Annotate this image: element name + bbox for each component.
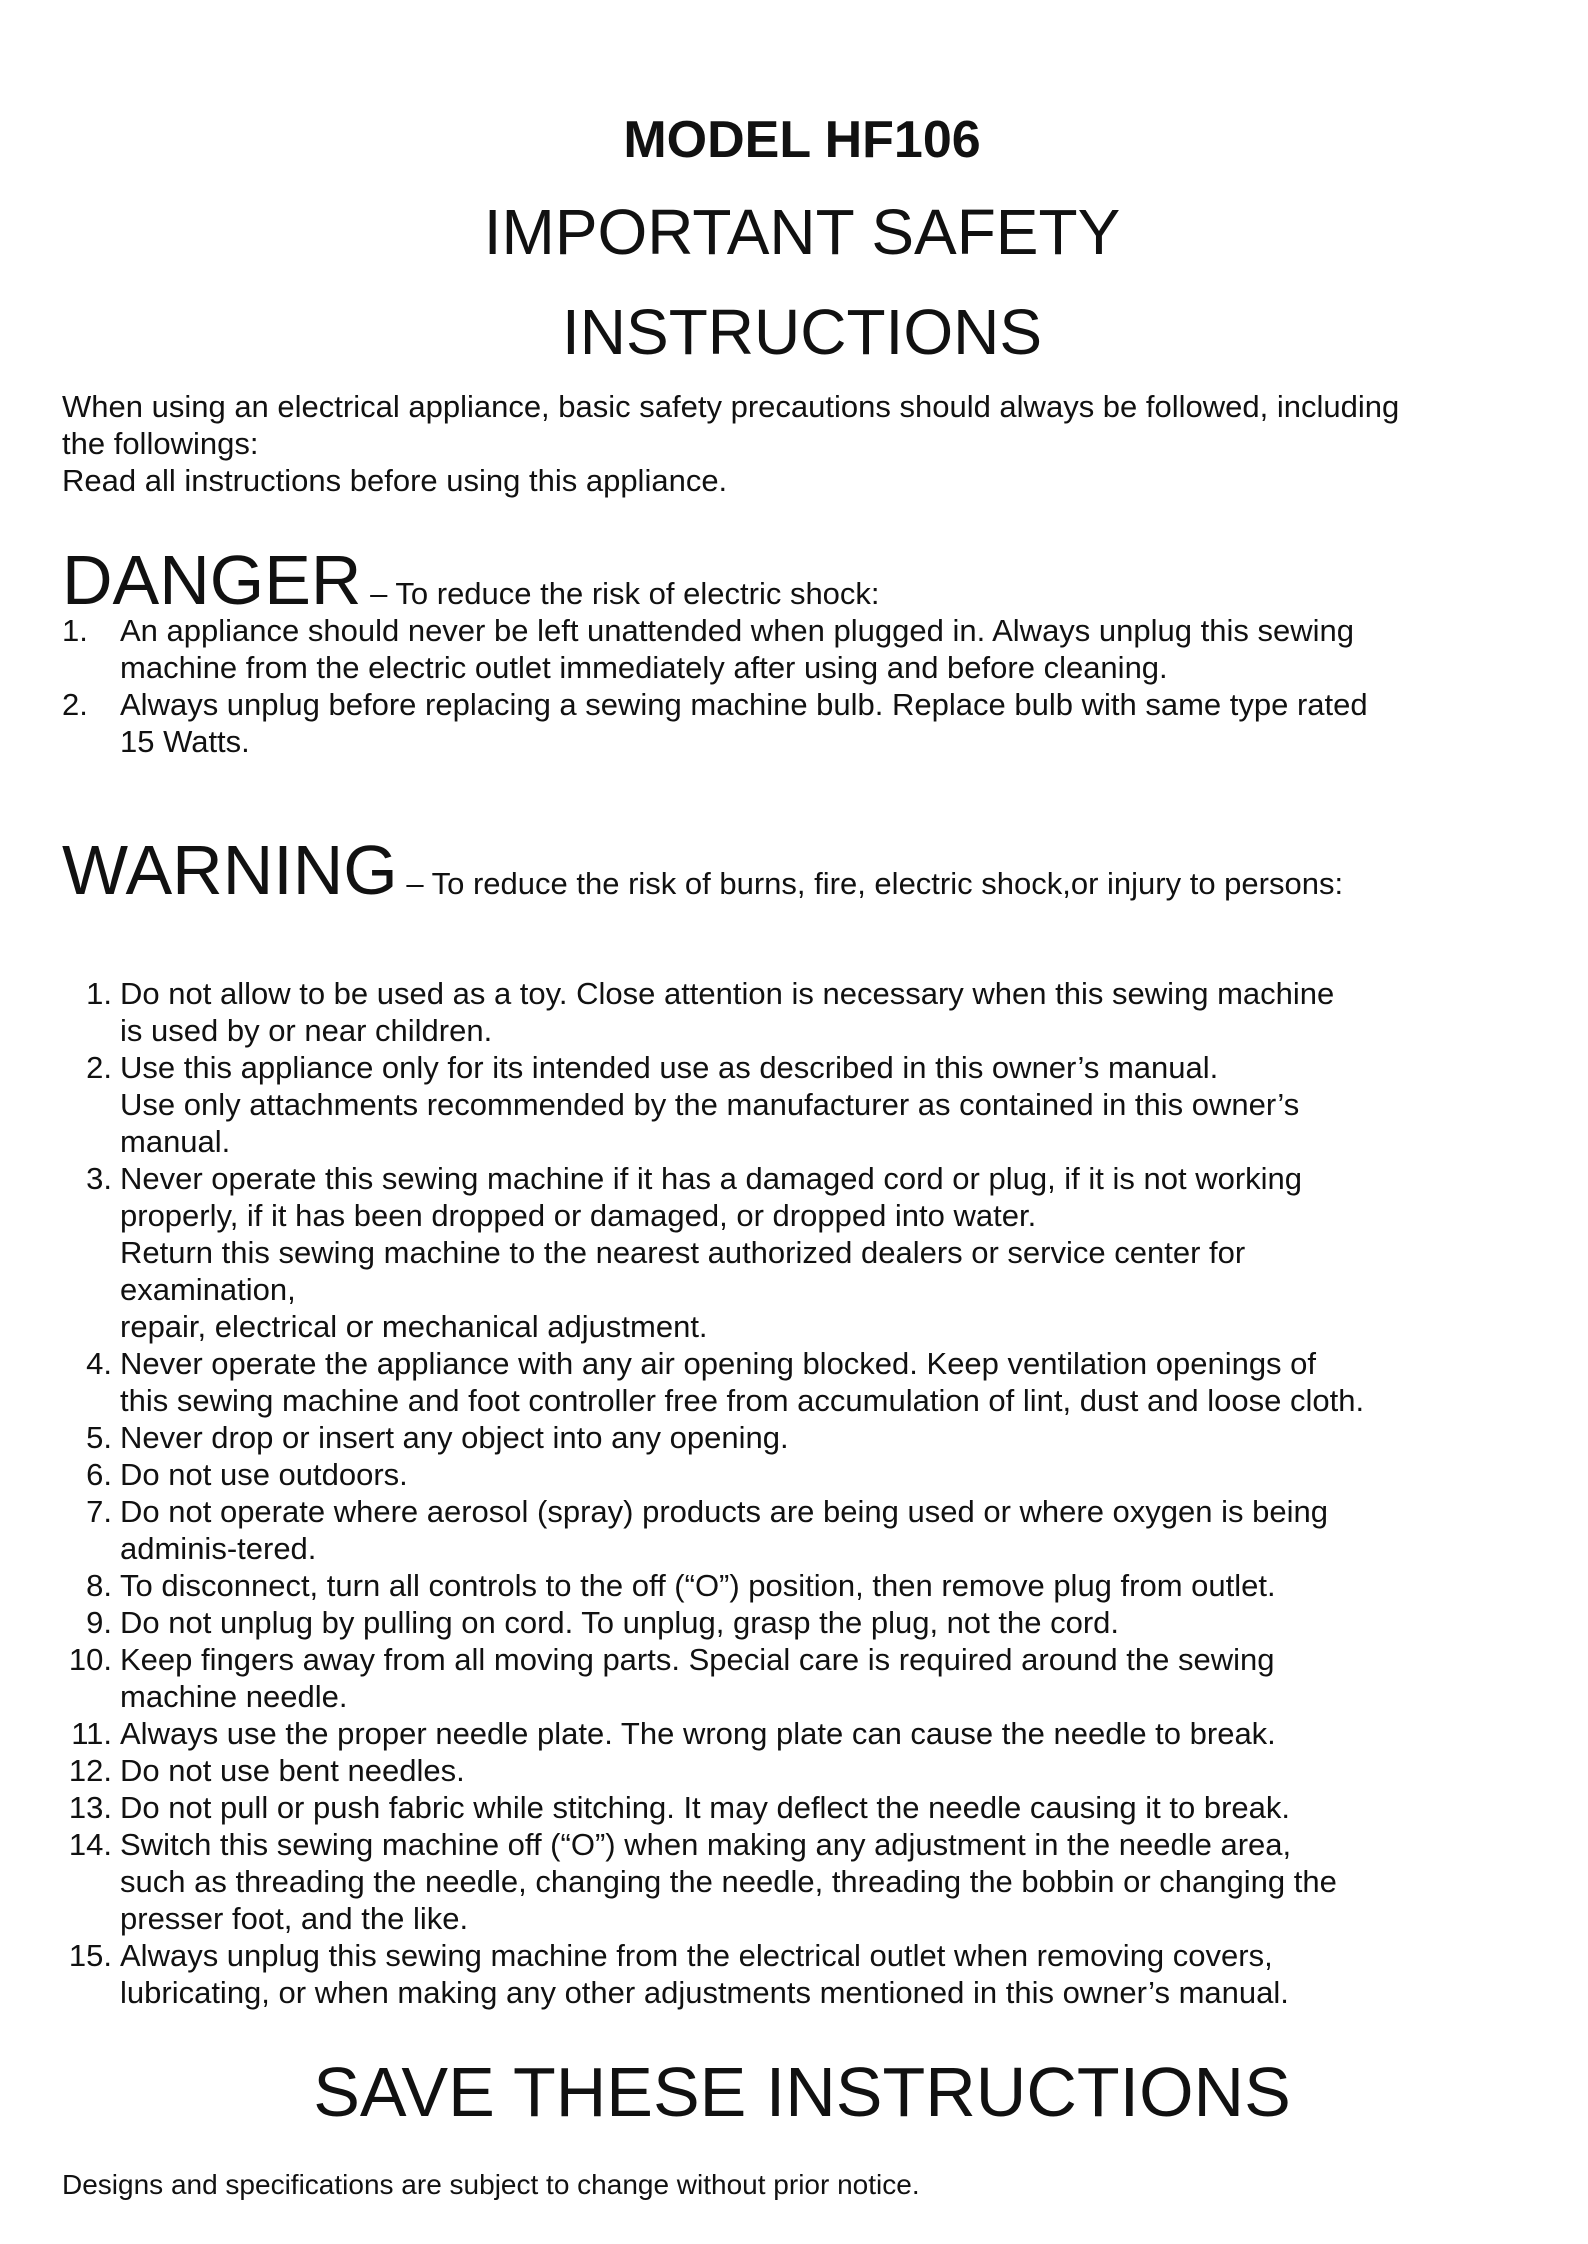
danger-item-line: 15 Watts. — [120, 724, 250, 759]
danger-subtitle: – To reduce the risk of electric shock: — [361, 576, 880, 611]
danger-item-line: machine from the electric outlet immediately after using and before cleaning. — [120, 650, 1168, 685]
warning-item-line: lubricating, or when making any other adjustments mentioned in this owner’s manual. — [120, 1975, 1289, 2010]
warning-item — [62, 1419, 1542, 1456]
warning-heading — [62, 830, 1542, 910]
warning-item-line: manual. — [120, 1124, 231, 1159]
warning-list — [62, 975, 1542, 2011]
warning-item — [62, 1493, 1542, 1567]
danger-item-number: 2. — [62, 687, 88, 722]
warning-item-line: To disconnect, turn all controls to the off (“O”) position, then remove plug from outlet. — [120, 1568, 1276, 1603]
warning-item-number: 2. — [86, 1050, 112, 1085]
warning-item-line: Never operate this sewing machine if it has a damaged cord or plug, if it is not working — [120, 1161, 1303, 1196]
warning-item-line: examination, — [120, 1272, 296, 1307]
warning-item-line: adminis-tered. — [120, 1531, 317, 1566]
intro-line: When using an electrical appliance, basic safety precautions should always be followed, including — [62, 389, 1400, 424]
danger-label: DANGER — [62, 541, 362, 619]
warning-item-line: Switch this sewing machine off (“O”) when making any adjustment in the needle area, — [120, 1827, 1292, 1862]
danger-heading — [62, 540, 1542, 620]
warning-item — [62, 1641, 1542, 1715]
warning-item-number: 7. — [86, 1494, 112, 1529]
warning-item-number: 3. — [86, 1161, 112, 1196]
warning-item-number: 13. — [68, 1790, 112, 1825]
warning-item-number: 9. — [86, 1605, 112, 1640]
warning-item-line: Do not use outdoors. — [120, 1457, 408, 1492]
warning-item-number: 4. — [86, 1346, 112, 1381]
warning-item-number: 15. — [68, 1938, 112, 1973]
warning-item-line: properly, if it has been dropped or damaged, or dropped into water. — [120, 1198, 1037, 1233]
warning-item-line: Do not unplug by pulling on cord. To unplug, grasp the plug, not the cord. — [120, 1605, 1120, 1640]
warning-item-number: 5. — [86, 1420, 112, 1455]
danger-item-line: Always unplug before replacing a sewing machine bulb. Replace bulb with same type rated — [120, 687, 1368, 722]
warning-item — [62, 1567, 1542, 1604]
warning-item-number: 8. — [86, 1568, 112, 1603]
warning-item-line: Always use the proper needle plate. The wrong plate can cause the needle to break. — [120, 1716, 1276, 1751]
page-title-line-2: INSTRUCTIONS — [562, 296, 1042, 368]
warning-label: WARNING — [62, 831, 398, 909]
warning-item-line: Do not pull or push fabric while stitching. It may deflect the needle causing it to break. — [120, 1790, 1291, 1825]
danger-item-number: 1. — [62, 613, 88, 648]
warning-item-line: Never operate the appliance with any air opening blocked. Keep ventilation openings of — [120, 1346, 1317, 1381]
warning-item — [62, 1937, 1542, 2011]
warning-item-line: is used by or near children. — [120, 1013, 493, 1048]
warning-item-line: Never drop or insert any object into any opening. — [120, 1420, 789, 1455]
warning-item-line: Do not use bent needles. — [120, 1753, 465, 1788]
warning-subtitle: – To reduce the risk of burns, fire, electric shock,or injury to persons: — [397, 866, 1344, 901]
warning-item-line: machine needle. — [120, 1679, 348, 1714]
warning-item-line: repair, electrical or mechanical adjustment. — [120, 1309, 708, 1344]
warning-item — [62, 1715, 1542, 1752]
warning-item — [62, 975, 1542, 1049]
danger-item-line: An appliance should never be left unattended when plugged in. Always unplug this sewing — [120, 613, 1354, 648]
intro-line: the followings: — [62, 426, 259, 461]
warning-item-number: 10. — [68, 1642, 112, 1677]
footer-notice: Designs and specifications are subject to change without prior notice. — [62, 2169, 920, 2200]
warning-item — [62, 1456, 1542, 1493]
warning-item-line: Use only attachments recommended by the manufacturer as contained in this owner’s — [120, 1087, 1300, 1122]
warning-item-number: 11. — [71, 1716, 112, 1751]
warning-item — [62, 1752, 1542, 1789]
warning-item-line: Do not operate where aerosol (spray) products are being used or where oxygen is being — [120, 1494, 1328, 1529]
warning-item-number: 12. — [68, 1753, 112, 1788]
intro-line: Read all instructions before using this appliance. — [62, 463, 728, 498]
page-title-line-1: IMPORTANT SAFETY — [483, 196, 1121, 268]
danger-item — [62, 612, 1542, 686]
warning-item-line: Always unplug this sewing machine from the electrical outlet when removing covers, — [120, 1938, 1273, 1973]
warning-item — [62, 1345, 1542, 1419]
warning-item-line: such as threading the needle, changing the needle, threading the bobbin or changing the — [120, 1864, 1337, 1899]
warning-item — [62, 1826, 1542, 1937]
warning-item — [62, 1049, 1542, 1160]
warning-item-number: 6. — [86, 1457, 112, 1492]
warning-item-number: 1. — [86, 976, 112, 1011]
warning-item — [62, 1789, 1542, 1826]
model-title: MODEL HF106 — [623, 111, 981, 169]
warning-item-line: presser foot, and the like. — [120, 1901, 469, 1936]
warning-item-line: Use this appliance only for its intended use as described in this owner’s manual. — [120, 1050, 1219, 1085]
warning-item — [62, 1160, 1542, 1345]
warning-item-line: Do not allow to be used as a toy. Close attention is necessary when this sewing machine — [120, 976, 1335, 1011]
warning-item-line: Return this sewing machine to the nearest authorized dealers or service center for — [120, 1235, 1246, 1270]
warning-item — [62, 1604, 1542, 1641]
warning-item-number: 14. — [68, 1827, 112, 1862]
warning-item-line: Keep fingers away from all moving parts. Special care is required around the sewing — [120, 1642, 1275, 1677]
warning-item-line: this sewing machine and foot controller free from accumulation of lint, dust and loose cloth. — [120, 1383, 1365, 1418]
danger-list — [62, 612, 1542, 760]
intro-paragraph — [62, 388, 1542, 499]
danger-item — [62, 686, 1542, 760]
save-instructions-heading: SAVE THESE INSTRUCTIONS — [313, 2053, 1291, 2131]
